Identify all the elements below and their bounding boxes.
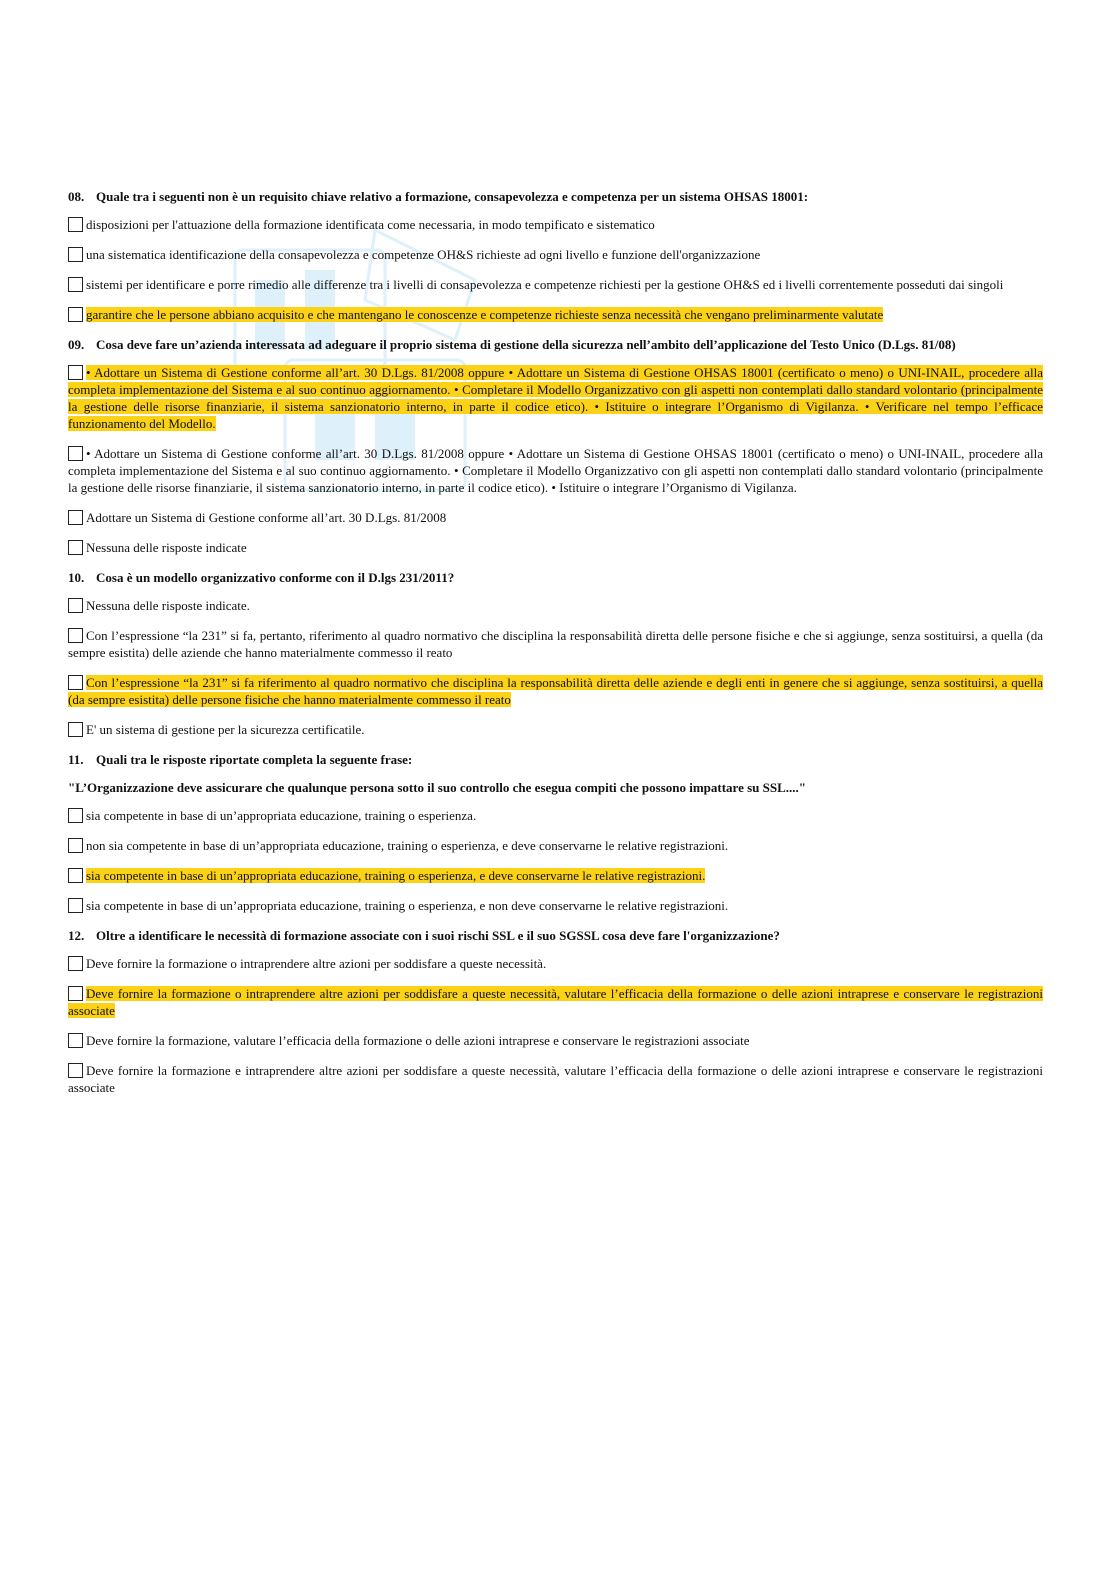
- question-text: Cosa deve fare un’azienda interessata ad adeguare il proprio sistema di gestione della sicurezza nell’ambito dell’applicazione del Testo Unico (D.Lgs. 81/08): [96, 337, 956, 352]
- option-text: Con l’espressione “la 231” si fa, pertanto, riferimento al quadro normativo che disciplina la responsabilità diretta delle persone fisiche e che si aggiunge, senza sostituirsi, a quella (da sempre esistita) delle aziende che hanno materialmente commesso il reato: [68, 628, 1043, 660]
- checkbox[interactable]: [68, 838, 83, 853]
- checkbox[interactable]: [68, 1033, 83, 1048]
- checkbox[interactable]: [68, 956, 83, 971]
- option-text: non sia competente in base di un’appropriata educazione, training o esperienza, e deve conservarne le relative registrazioni.: [86, 838, 729, 853]
- question-title: [68, 569, 1043, 586]
- checkbox[interactable]: [68, 675, 83, 690]
- checkbox[interactable]: [68, 628, 83, 643]
- answer-option[interactable]: [68, 837, 1043, 854]
- question-title: [68, 927, 1043, 944]
- checkbox[interactable]: [68, 868, 83, 883]
- option-text: sia competente in base di un’appropriata educazione, training o esperienza.: [86, 808, 477, 823]
- checkbox[interactable]: [68, 307, 83, 322]
- question-text: Cosa è un modello organizzativo conforme con il D.lgs 231/2011?: [96, 570, 455, 585]
- option-text: Adottare un Sistema di Gestione conforme all’art. 30 D.Lgs. 81/2008: [86, 510, 447, 525]
- answer-option[interactable]: [68, 627, 1043, 661]
- option-text-highlighted: garantire che le persone abbiano acquisito e che mantengano le conoscenze e competenze richieste senza necessità che vengano preliminarmente valutate: [86, 307, 884, 322]
- answer-option[interactable]: [68, 867, 1043, 884]
- questions-list: [68, 188, 1043, 1109]
- option-text: Deve fornire la formazione o intraprendere altre azioni per soddisfare a queste necessità.: [86, 956, 547, 971]
- option-text-highlighted: Deve fornire la formazione o intraprendere altre azioni per soddisfare a queste necessità, valutare l’efficacia della formazione o delle azioni intraprese e conservare le registrazioni associate: [68, 986, 1043, 1018]
- answer-option[interactable]: [68, 674, 1043, 708]
- answer-option[interactable]: [68, 364, 1043, 432]
- question-block: [68, 751, 1043, 914]
- answer-option[interactable]: [68, 897, 1043, 914]
- option-text: disposizioni per l'attuazione della formazione identificata come necessaria, in modo tempificato e sistematico: [86, 217, 655, 232]
- checkbox[interactable]: [68, 446, 83, 461]
- option-text: Nessuna delle risposte indicate.: [86, 598, 250, 613]
- question-block: [68, 569, 1043, 738]
- question-title: [68, 336, 1043, 353]
- question-text: Quali tra le risposte riportate completa la seguente frase:: [96, 752, 413, 767]
- question-number: 08.: [68, 189, 85, 204]
- checkbox[interactable]: [68, 598, 83, 613]
- answer-option[interactable]: [68, 985, 1043, 1019]
- option-text: E' un sistema di gestione per la sicurezza certificatile.: [86, 722, 365, 737]
- checkbox[interactable]: [68, 510, 83, 525]
- question-number: 12.: [68, 928, 85, 943]
- question-block: [68, 188, 1043, 323]
- option-text: Deve fornire la formazione e intraprendere altre azioni per soddisfare a queste necessità, valutare l’efficacia della formazione o delle azioni intraprese e conservare le registrazioni associate: [68, 1063, 1043, 1095]
- option-text-highlighted: sia competente in base di un’appropriata educazione, training o esperienza, e deve conservarne le relative registrazioni.: [86, 868, 706, 883]
- answer-option[interactable]: [68, 509, 1043, 526]
- answer-option[interactable]: [68, 216, 1043, 233]
- question-number: 10.: [68, 570, 85, 585]
- question-text: Quale tra i seguenti non è un requisito chiave relativo a formazione, consapevolezza e competenza per un sistema OHSAS 18001:: [96, 189, 809, 204]
- checkbox[interactable]: [68, 986, 83, 1001]
- question-subtext: "L’Organizzazione deve assicurare che qualunque persona sotto il suo controllo che esegua compiti che possono impattare su SSL....": [68, 780, 807, 795]
- option-text: Deve fornire la formazione, valutare l’efficacia della formazione o delle azioni intraprese e conservare le registrazioni associate: [86, 1033, 750, 1048]
- checkbox[interactable]: [68, 808, 83, 823]
- answer-option[interactable]: [68, 539, 1043, 556]
- answer-option[interactable]: [68, 445, 1043, 496]
- answer-option[interactable]: [68, 246, 1043, 263]
- answer-option[interactable]: [68, 1062, 1043, 1096]
- answer-option[interactable]: [68, 597, 1043, 614]
- checkbox[interactable]: [68, 1063, 83, 1078]
- question-block: [68, 336, 1043, 556]
- answer-option[interactable]: [68, 1032, 1043, 1049]
- checkbox[interactable]: [68, 277, 83, 292]
- checkbox[interactable]: [68, 540, 83, 555]
- question-title: [68, 188, 1043, 205]
- question-text: Oltre a identificare le necessità di formazione associate con i suoi rischi SSL e il suo SGSSL cosa deve fare l'organizzazione?: [96, 928, 780, 943]
- question-number: 11.: [68, 752, 84, 767]
- option-text: sistemi per identificare e porre rimedio alle differenze tra i livelli di consapevolezza e competenze richiesti per la gestione OH&S ed i livelli correntemente posseduti dai singoli: [86, 277, 1004, 292]
- checkbox[interactable]: [68, 898, 83, 913]
- option-text: sia competente in base di un’appropriata educazione, training o esperienza, e non deve conservarne le relative registrazioni.: [86, 898, 729, 913]
- option-text-highlighted: • Adottare un Sistema di Gestione conforme all’art. 30 D.Lgs. 81/2008 oppure • Adottare un Sistema di Gestione OHSAS 18001 (certificato o meno) o UNI-INAIL, procedere alla completa implementazione del Sistema e al suo continuo aggiornamento. • Completare il Modello Organizzativo con gli aspetti non contemplati dallo standard volontario (principalmente la gestione delle risorse finanziarie, il sistema sanzionatorio interno, in parte il codice etico). • Istituire o integrare l’Organismo di Vigilanza. • Verificare nel tempo l’efficace funzionamento del Modello.: [68, 365, 1043, 431]
- answer-option[interactable]: [68, 306, 1043, 323]
- question-block: [68, 927, 1043, 1096]
- answer-option[interactable]: [68, 721, 1043, 738]
- answer-option[interactable]: [68, 807, 1043, 824]
- option-text-highlighted: Con l’espressione “la 231” si fa riferimento al quadro normativo che disciplina la responsabilità diretta delle aziende e degli enti in genere che si aggiunge, senza sostituirsi, a quella (da sempre esistita) delle persone fisiche che hanno materialmente commesso il reato: [68, 675, 1043, 707]
- option-text: una sistematica identificazione della consapevolezza e competenze OH&S richieste ad ogni livello e funzione dell'organizzazione: [86, 247, 761, 262]
- checkbox[interactable]: [68, 365, 83, 380]
- answer-option[interactable]: [68, 955, 1043, 972]
- option-text: • Adottare un Sistema di Gestione conforme all’art. 30 D.Lgs. 81/2008 oppure • Adottare un Sistema di Gestione OHSAS 18001 (certificato o meno) o UNI-INAIL, procedere alla completa implementazione del Sistema e al suo continuo aggiornamento. • Completare il Modello Organizzativo con gli aspetti non contemplati dallo standard volontario (principalmente la gestione delle risorse finanziarie, il sistema sanzionatorio interno, in parte il codice etico). • Istituire o integrare l’Organismo di Vigilanza.: [68, 446, 1043, 495]
- question-title: [68, 751, 1043, 768]
- checkbox[interactable]: [68, 217, 83, 232]
- checkbox[interactable]: [68, 722, 83, 737]
- answer-option[interactable]: [68, 276, 1043, 293]
- option-text: Nessuna delle risposte indicate: [86, 540, 247, 555]
- checkbox[interactable]: [68, 247, 83, 262]
- question-number: 09.: [68, 337, 85, 352]
